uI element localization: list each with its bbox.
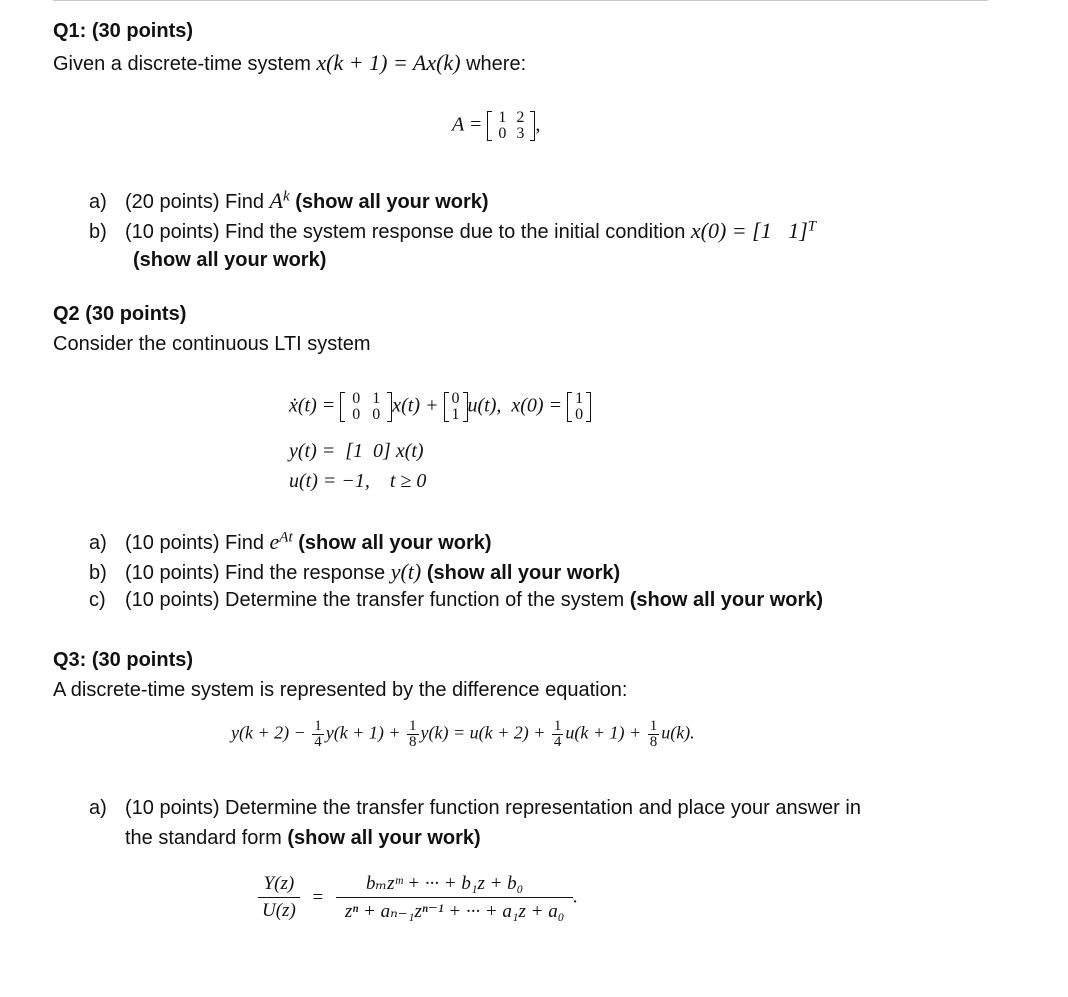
q2-b-math: y(t) [390,559,422,584]
matrix-cell: 1 [498,109,507,126]
tf-rhs-den: zⁿ + aₙ₋₁zⁿ⁻¹ + ··· + a₁z + a₀ [344,901,565,922]
q3-eq-part: u(k). [661,722,695,743]
q1-a-text: (20 points) Find [125,191,264,213]
q2-matrix-a [340,391,392,423]
q2-b-label: b) [89,562,107,584]
frac-num: 1 [409,718,417,734]
q2-part-c [89,589,823,612]
q3-transfer-function-form [258,872,578,923]
matrix-cell: 2 [516,109,525,126]
q3-part-a-cont [125,827,481,850]
q1-matrix-label: A = [452,113,483,136]
fraction-quarter [312,719,324,750]
fraction-eighth [407,719,419,750]
q1-intro-end: where: [466,53,527,75]
matrix-cell: 0 [372,406,381,423]
q3-a-text: (10 points) Determine the transfer function representation and place your answer in [125,797,861,819]
q3-intro: A discrete-time system is represented by the difference equation: [53,679,628,701]
matrix-cell: 0 [352,406,361,423]
fraction-quarter [552,719,564,750]
tf-equals: = [312,886,324,908]
top-rule [53,0,988,1]
q2-eq1-lhs: ẋ(t) = [289,394,336,417]
q3-eq-part: y(k) = u(k + 2) + [420,722,546,743]
q1-intro-text: Given a discrete-time system [53,53,311,75]
q1-intro [53,50,526,76]
q3-eq-part: y(k + 2) − [231,722,306,743]
matrix-cell: 0 [498,125,507,142]
q2-heading: Q2 (30 points) [53,303,187,325]
q2-part-b [89,559,620,585]
q2-c-label: c) [89,589,106,611]
tf-rhs-num: bₘzᵐ + ··· + b₁z + b₀ [336,872,573,898]
matrix-cell: 0 [451,390,460,407]
q1-heading: Q1: (30 points) [53,20,194,42]
q3-a-text2: the standard form [125,827,282,849]
q2-matrix-b [444,391,468,423]
q3-eq-part: u(k + 1) + [565,722,642,743]
matrix-cell: 3 [516,125,525,142]
q2-b-bold: (show all your work) [426,562,621,584]
q2-a-label: a) [89,532,107,554]
q2-eq1-mid: x(t) + [392,394,439,417]
tf-rhs [336,872,573,923]
q1-matrix-punct: , [535,113,541,136]
q1-b-label: b) [89,221,107,243]
q1-matrix-equation [452,110,540,142]
tf-lhs-den: U(z) [262,900,296,921]
matrix-cell: 0 [575,406,584,423]
q2-output-equation: y(t) = [1 0] x(t) [289,440,424,462]
q2-b-text: (10 points) Find the response [125,562,386,584]
q1-part-a [89,188,489,214]
q1-part-b [89,218,816,244]
q2-state-equation [289,391,591,423]
q1-b-bold: (show all your work) [133,249,327,271]
frac-num: 1 [649,718,658,734]
frac-den: 4 [314,734,322,750]
tf-lhs [258,873,300,922]
tf-lhs-num: Y(z) [258,873,300,898]
q1-a-sup: k [282,188,290,205]
q2-part-a [89,529,492,555]
q1-intro-equation: x(k + 1) = Ax(k) [316,50,461,75]
frac-den: 8 [649,734,658,750]
q1-a-math: A [269,188,283,213]
q1-b-sup: T [807,218,817,235]
matrix-cell: 1 [575,390,584,407]
q2-a-text: (10 points) Find [125,532,264,554]
q2-c-text: (10 points) Determine the transfer function of the system [125,589,625,611]
q1-a-bold: (show all your work) [295,191,489,213]
q2-a-math: e [269,529,280,554]
q3-heading: Q3: (30 points) [53,649,194,671]
q2-input-equation: u(t) = −1, t ≥ 0 [289,470,427,492]
q3-a-bold: (show all your work) [287,827,481,849]
frac-den: 8 [409,734,417,750]
q1-a-label: a) [89,191,107,213]
q2-c-bold: (show all your work) [629,589,824,611]
tf-end: . [573,886,579,908]
frac-num: 1 [314,718,322,734]
q1-b-text: (10 points) Find the system response due to the initial condition [125,221,686,243]
q2-intro: Consider the continuous LTI system [53,333,371,355]
fraction-eighth [648,719,660,750]
q3-part-a [89,797,861,820]
matrix-cell: 0 [352,390,361,407]
q2-initial-condition [567,391,591,423]
q2-a-bold: (show all your work) [298,532,492,554]
q3-eq-part: y(k + 1) + [325,722,401,743]
matrix-cell: 1 [372,390,381,407]
frac-den: 4 [553,734,562,750]
frac-num: 1 [553,718,562,734]
q3-a-label: a) [89,797,107,819]
q2-eq1-tail: u(t), x(0) = [467,394,563,417]
q1-b-math: x(0) = [1 1] [690,218,808,243]
q3-difference-equation [231,719,695,750]
matrix-cell: 1 [451,406,460,423]
q2-a-sup: At [279,529,293,546]
q1-matrix-a [487,110,535,142]
